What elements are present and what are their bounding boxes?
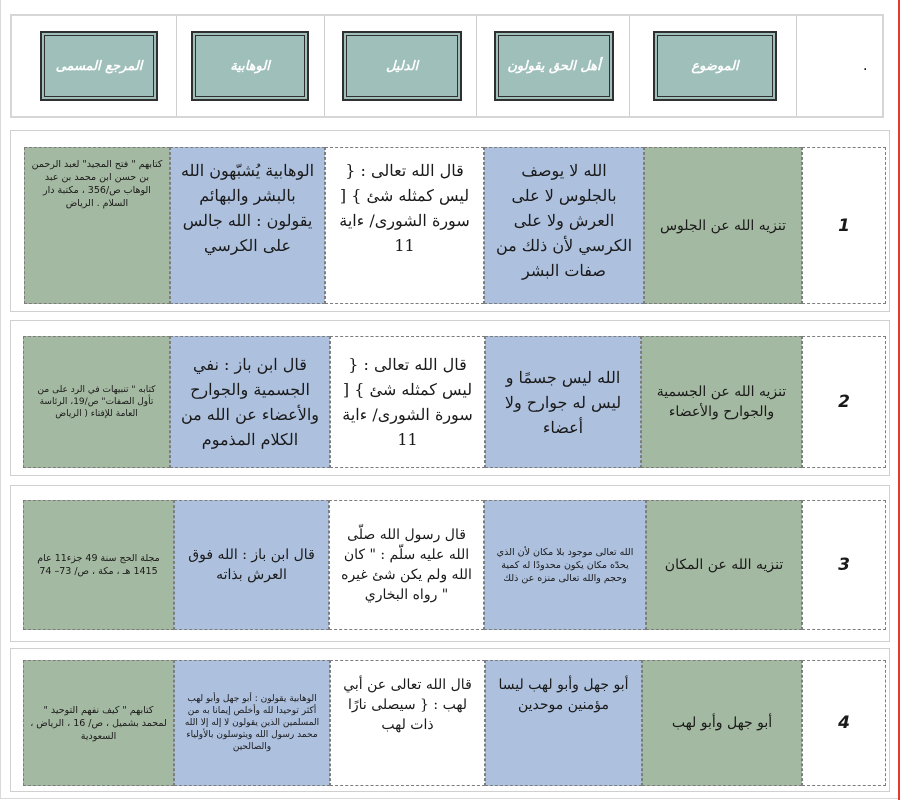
- wahhabi-cell: الوهابية يُشبّهون الله بالبشر والبهائم يقولون : الله جالس على الكرسي: [170, 147, 325, 304]
- truth-cell: أبو جهل وأبو لهب ليسا مؤمنين موحدين: [485, 660, 642, 786]
- topic-cell: تنزيه الله عن الجلوس: [644, 147, 802, 304]
- header-evidence: الدليل: [342, 31, 462, 101]
- evidence-cell: قال الله تعالى عن أبي لهب : { سيصلى نارًا ذات لهب: [330, 660, 485, 786]
- header-divider: [476, 16, 477, 116]
- header-truth: أهل الحق يقولون: [494, 31, 614, 101]
- truth-cell: الله ليس جسمًا و ليس له جوارح ولا أعضاء: [485, 336, 641, 468]
- header-divider: [176, 16, 177, 116]
- row-number: 2: [802, 336, 886, 468]
- reference-cell: مجلة الحج سنة 49 جزء11 عام 1415 هـ ، مكة ، ص/ 73– 74: [23, 500, 174, 630]
- evidence-cell: قال الله تعالى : { ليس كمثله شئ } [ سورة الشورى/ ءاية 11: [325, 147, 484, 304]
- topic-cell: تنزيه الله عن المكان: [646, 500, 802, 630]
- header-marker: .: [863, 58, 868, 74]
- evidence-cell: قال الله تعالى : { ليس كمثله شئ } [ سورة الشورى/ ءاية 11: [330, 336, 485, 468]
- topic-cell: أبو جهل وأبو لهب: [642, 660, 802, 786]
- wahhabi-cell: الوهابية يقولون : أبو جهل وأبو لهب أكثر توحيدا لله وأخلص إيمانا به من المسلمين الذين يقولون لا إله إلا الله محمد رسول الله ويتوسلون بالأولياء والصالحين: [174, 660, 330, 786]
- reference-cell: كتابهم " فتح المجيد" لعبد الرحمن بن حسن ابن محمد بن عبد الوهاب ص/356 ، مكتبة دار السلام . الرياض: [24, 147, 170, 304]
- reference-cell: كتابهم " كيف نفهم التوحيد " لمحمد بشميل ، ص/ 16 ، الرياض ، السعودية: [23, 660, 174, 786]
- wahhabi-cell: قال ابن باز : نفي الجسمية والجوارح والأعضاء عن الله من الكلام المذموم: [170, 336, 330, 468]
- header-wahhabi: الوهابية: [191, 31, 309, 101]
- header-topic: الموضوع: [653, 31, 777, 101]
- topic-cell: تنزيه الله عن الجسمية والجوارح والأعضاء: [641, 336, 802, 468]
- evidence-cell: قال رسول الله صلّى الله عليه سلّم : " كان الله ولم يكن شئ غيره " رواه البخاري: [329, 500, 484, 630]
- reference-cell: كتابه " تنبيهات في الرد على من تأول الصفات" ص/19، الرئاسة العامة للإفتاء ( الرياض: [23, 336, 170, 468]
- header-reference: المرجع المسمى: [40, 31, 158, 101]
- wahhabi-cell: قال ابن باز : الله فوق العرش بذاته: [174, 500, 329, 630]
- row-number: 1: [802, 147, 886, 304]
- row-number: 4: [802, 660, 886, 786]
- truth-cell: الله تعالى موجود بلا مكان لأن الذي يحدّه مكان يكون محدودًا له كمية وحجم والله تعالى منزه عن ذلك: [484, 500, 646, 630]
- header-divider: [629, 16, 630, 116]
- header-divider: [796, 16, 797, 116]
- header-divider: [324, 16, 325, 116]
- truth-cell: الله لا يوصف بالجلوس لا على العرش ولا على الكرسي لأن ذلك من صفات البشر: [484, 147, 644, 304]
- row-number: 3: [802, 500, 886, 630]
